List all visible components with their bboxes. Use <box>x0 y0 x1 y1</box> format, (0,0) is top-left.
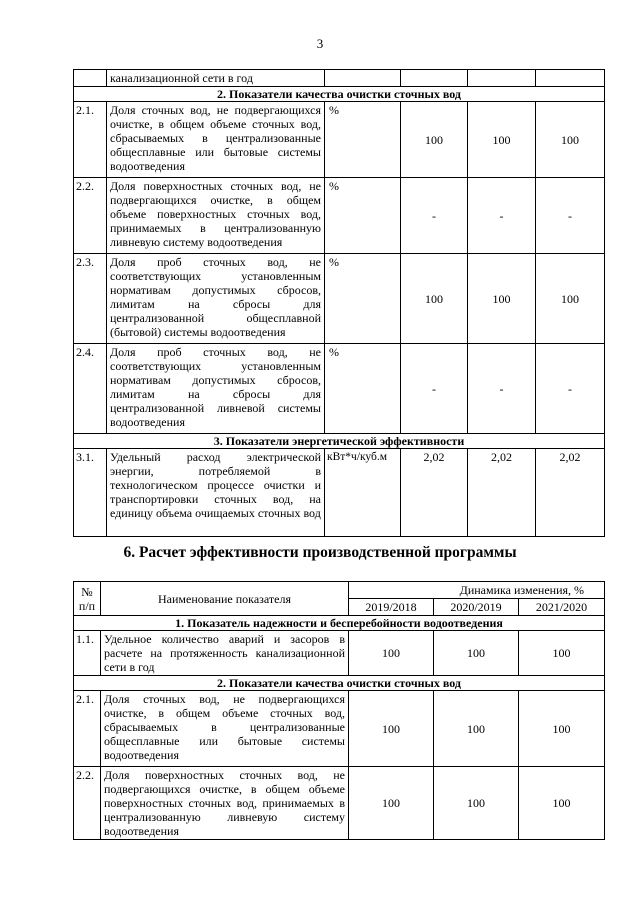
row-number: 3.1. <box>74 449 107 537</box>
value-cell: 2,02 <box>468 449 536 537</box>
section-header-row <box>74 434 605 449</box>
section-title: 1. Показатель надежности и бесперебойности водоотведения <box>74 616 605 631</box>
row-number: 1.1. <box>74 631 101 676</box>
value-cell: 100 <box>434 767 519 840</box>
row-number <box>74 70 107 87</box>
indicator-unit: % <box>325 254 401 344</box>
value-cell: - <box>468 178 536 254</box>
header-row <box>74 582 605 599</box>
table-row <box>74 691 605 767</box>
value-cell: 100 <box>519 767 605 840</box>
column-header-year: 2019/2018 <box>349 599 434 616</box>
column-header-year: 2021/2020 <box>519 599 605 616</box>
indicator-name: Доля проб сточных вод, не соответствующих установленным нормативам допустимых сбросов, лимитам на сбросы для централизованной ливневой системы водоотведения <box>107 344 325 434</box>
column-header-number: № п/п <box>74 582 101 616</box>
column-header-year: 2020/2019 <box>434 599 519 616</box>
indicator-name: Доля поверхностных сточных вод, не подвергающихся очистке, в общем объеме поверхностных сточных вод, принимаемых в централизованную ливневую систему водоотведения <box>107 178 325 254</box>
section-header-row <box>74 616 605 631</box>
value-cell: 100 <box>519 631 605 676</box>
indicator-unit: % <box>325 102 401 178</box>
section-header-row <box>74 87 605 102</box>
value-cell: 100 <box>401 102 468 178</box>
indicator-name: Доля проб сточных вод, не соответствующих установленным нормативам допустимых сбросов, лимитам на сбросы для централизованной общесплавной (бытовой) системы водоотведения <box>107 254 325 344</box>
value-cell: 2,02 <box>536 449 605 537</box>
table-row <box>74 254 605 344</box>
indicator-name: Доля сточных вод, не подвергающихся очистке, в общем объеме сточных вод, сбрасываемых в централизованные общесплавные или бытовые системы водоотведения <box>101 691 349 767</box>
section-header-row <box>74 676 605 691</box>
table-row <box>74 70 605 87</box>
row-number: 2.1. <box>74 102 107 178</box>
row-number: 2.4. <box>74 344 107 434</box>
table-row <box>74 178 605 254</box>
indicator-unit: % <box>325 344 401 434</box>
table-row <box>74 631 605 676</box>
value-cell: 100 <box>434 631 519 676</box>
indicators-table <box>73 69 605 537</box>
indicator-name: Доля поверхностных сточных вод, не подвергающихся очистке, в общем объеме поверхностных сточных вод, принимаемых в централизованную ливневую систему водоотведения <box>101 767 349 840</box>
column-header-name: Наименование показателя <box>101 582 349 616</box>
table-row <box>74 344 605 434</box>
value-cell: 100 <box>468 254 536 344</box>
table-row <box>74 102 605 178</box>
indicator-name: канализационной сети в год <box>107 70 325 87</box>
page-number: 3 <box>316 36 324 51</box>
value-cell: 2,02 <box>401 449 468 537</box>
indicator-unit: % <box>325 178 401 254</box>
value-cell: - <box>401 344 468 434</box>
value-cell: 100 <box>349 767 434 840</box>
section-title: 2. Показатели качества очистки сточных вод <box>74 676 605 691</box>
value-cell: 100 <box>536 254 605 344</box>
value-cell: 100 <box>468 102 536 178</box>
column-header-dynamics: Динамика изменения, % <box>349 582 605 599</box>
row-number: 2.3. <box>74 254 107 344</box>
value-cell: 100 <box>401 254 468 344</box>
table-row <box>74 767 605 840</box>
row-number: 2.2. <box>74 178 107 254</box>
table-row <box>74 449 605 537</box>
value-cell: 100 <box>349 691 434 767</box>
row-number: 2.1. <box>74 691 101 767</box>
section-title: 2. Показатели качества очистки сточных вод <box>74 87 605 102</box>
indicator-unit: кВт*ч/куб.м <box>325 449 401 537</box>
value-cell: - <box>536 178 605 254</box>
section-title: 3. Показатели энергетической эффективности <box>74 434 605 449</box>
value-cell: - <box>536 344 605 434</box>
value-cell: 100 <box>536 102 605 178</box>
value-cell: 100 <box>434 691 519 767</box>
indicator-name: Доля сточных вод, не подвергающихся очистке, в общем объеме сточных вод, сбрасываемых в централизованные общесплавные или бытовые системы водоотведения <box>107 102 325 178</box>
row-number: 2.2. <box>74 767 101 840</box>
indicator-name: Удельное количество аварий и засоров в расчете на протяженность канализационной сети в год <box>101 631 349 676</box>
value-cell: - <box>468 344 536 434</box>
efficiency-table <box>73 581 605 840</box>
value-cell: - <box>401 178 468 254</box>
indicator-name: Удельный расход электрической энергии, потребляемой в технологическом процессе очистки и транспортировки сточных вод, на единицу объема очищаемых сточных вод <box>107 449 325 537</box>
value-cell: 100 <box>349 631 434 676</box>
value-cell: 100 <box>519 691 605 767</box>
section-heading: 6. Расчет эффективности производственной программы <box>123 544 517 561</box>
